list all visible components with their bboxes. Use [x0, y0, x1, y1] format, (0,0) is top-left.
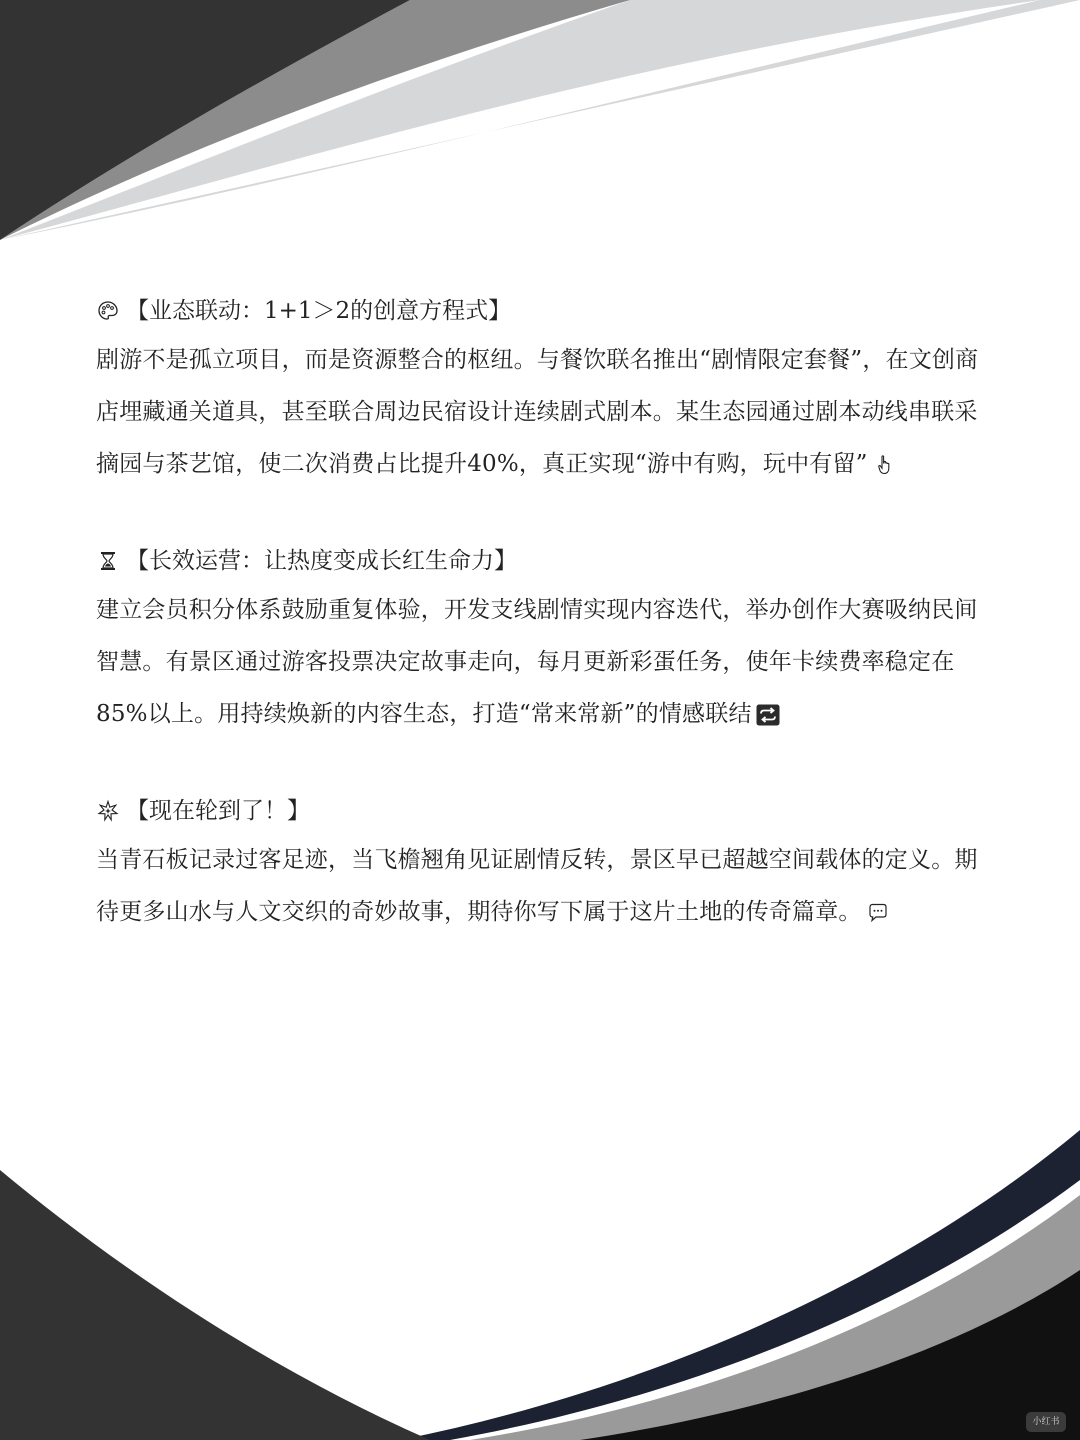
article-content	[96, 288, 986, 986]
bottom-left-dark-swoosh	[0, 1170, 430, 1440]
section-body-text: 建立会员积分体系鼓励重复体验，开发支线剧情实现内容迭代，举办创作大赛吸纳民间智慧。有景区通过游客投票决定故事走向，每月更新彩蛋任务，使年卡续费率稳定在85%以上。用持续焕新的内容生态，打造“常来常新”的情感联结	[96, 597, 978, 727]
section-heading	[96, 288, 986, 334]
repeat-icon	[756, 703, 780, 727]
section-body-text: 当青石板记录过客足迹，当飞檐翘角见证剧情反转，景区早已超越空间载体的定义。期待更多山水与人文交织的奇妙故事，期待你写下属于这片土地的传奇篇章。	[96, 847, 978, 925]
section-body	[96, 584, 986, 740]
section-heading	[96, 788, 986, 834]
watermark-logo: 小红书	[1026, 1412, 1066, 1432]
section-heading-text: 【现在轮到了！】	[126, 798, 310, 824]
section-your-turn	[96, 788, 986, 938]
sparkle-icon	[96, 799, 120, 823]
speech-bubble-icon	[866, 901, 890, 925]
section-heading-text: 【业态联动：1+1＞2的创意方程式】	[126, 298, 512, 324]
hourglass-icon	[96, 549, 120, 573]
section-business-linkage	[96, 288, 986, 490]
section-long-term-operation	[96, 538, 986, 740]
section-heading	[96, 538, 986, 584]
section-heading-text: 【长效运营：让热度变成长红生命力】	[126, 548, 517, 574]
section-body-text: 剧游不是孤立项目，而是资源整合的枢纽。与餐饮联名推出“剧情限定套餐”，在文创商店埋藏通关道具，甚至联合周边民宿设计连续剧式剧本。某生态园通过剧本动线串联采摘园与茶艺馆，使二次消费占比提升40%，真正实现“游中有购，玩中有留”	[96, 347, 979, 477]
palette-icon	[96, 299, 120, 323]
pointing-hand-icon	[872, 453, 896, 477]
section-body	[96, 334, 986, 490]
section-body	[96, 834, 986, 938]
